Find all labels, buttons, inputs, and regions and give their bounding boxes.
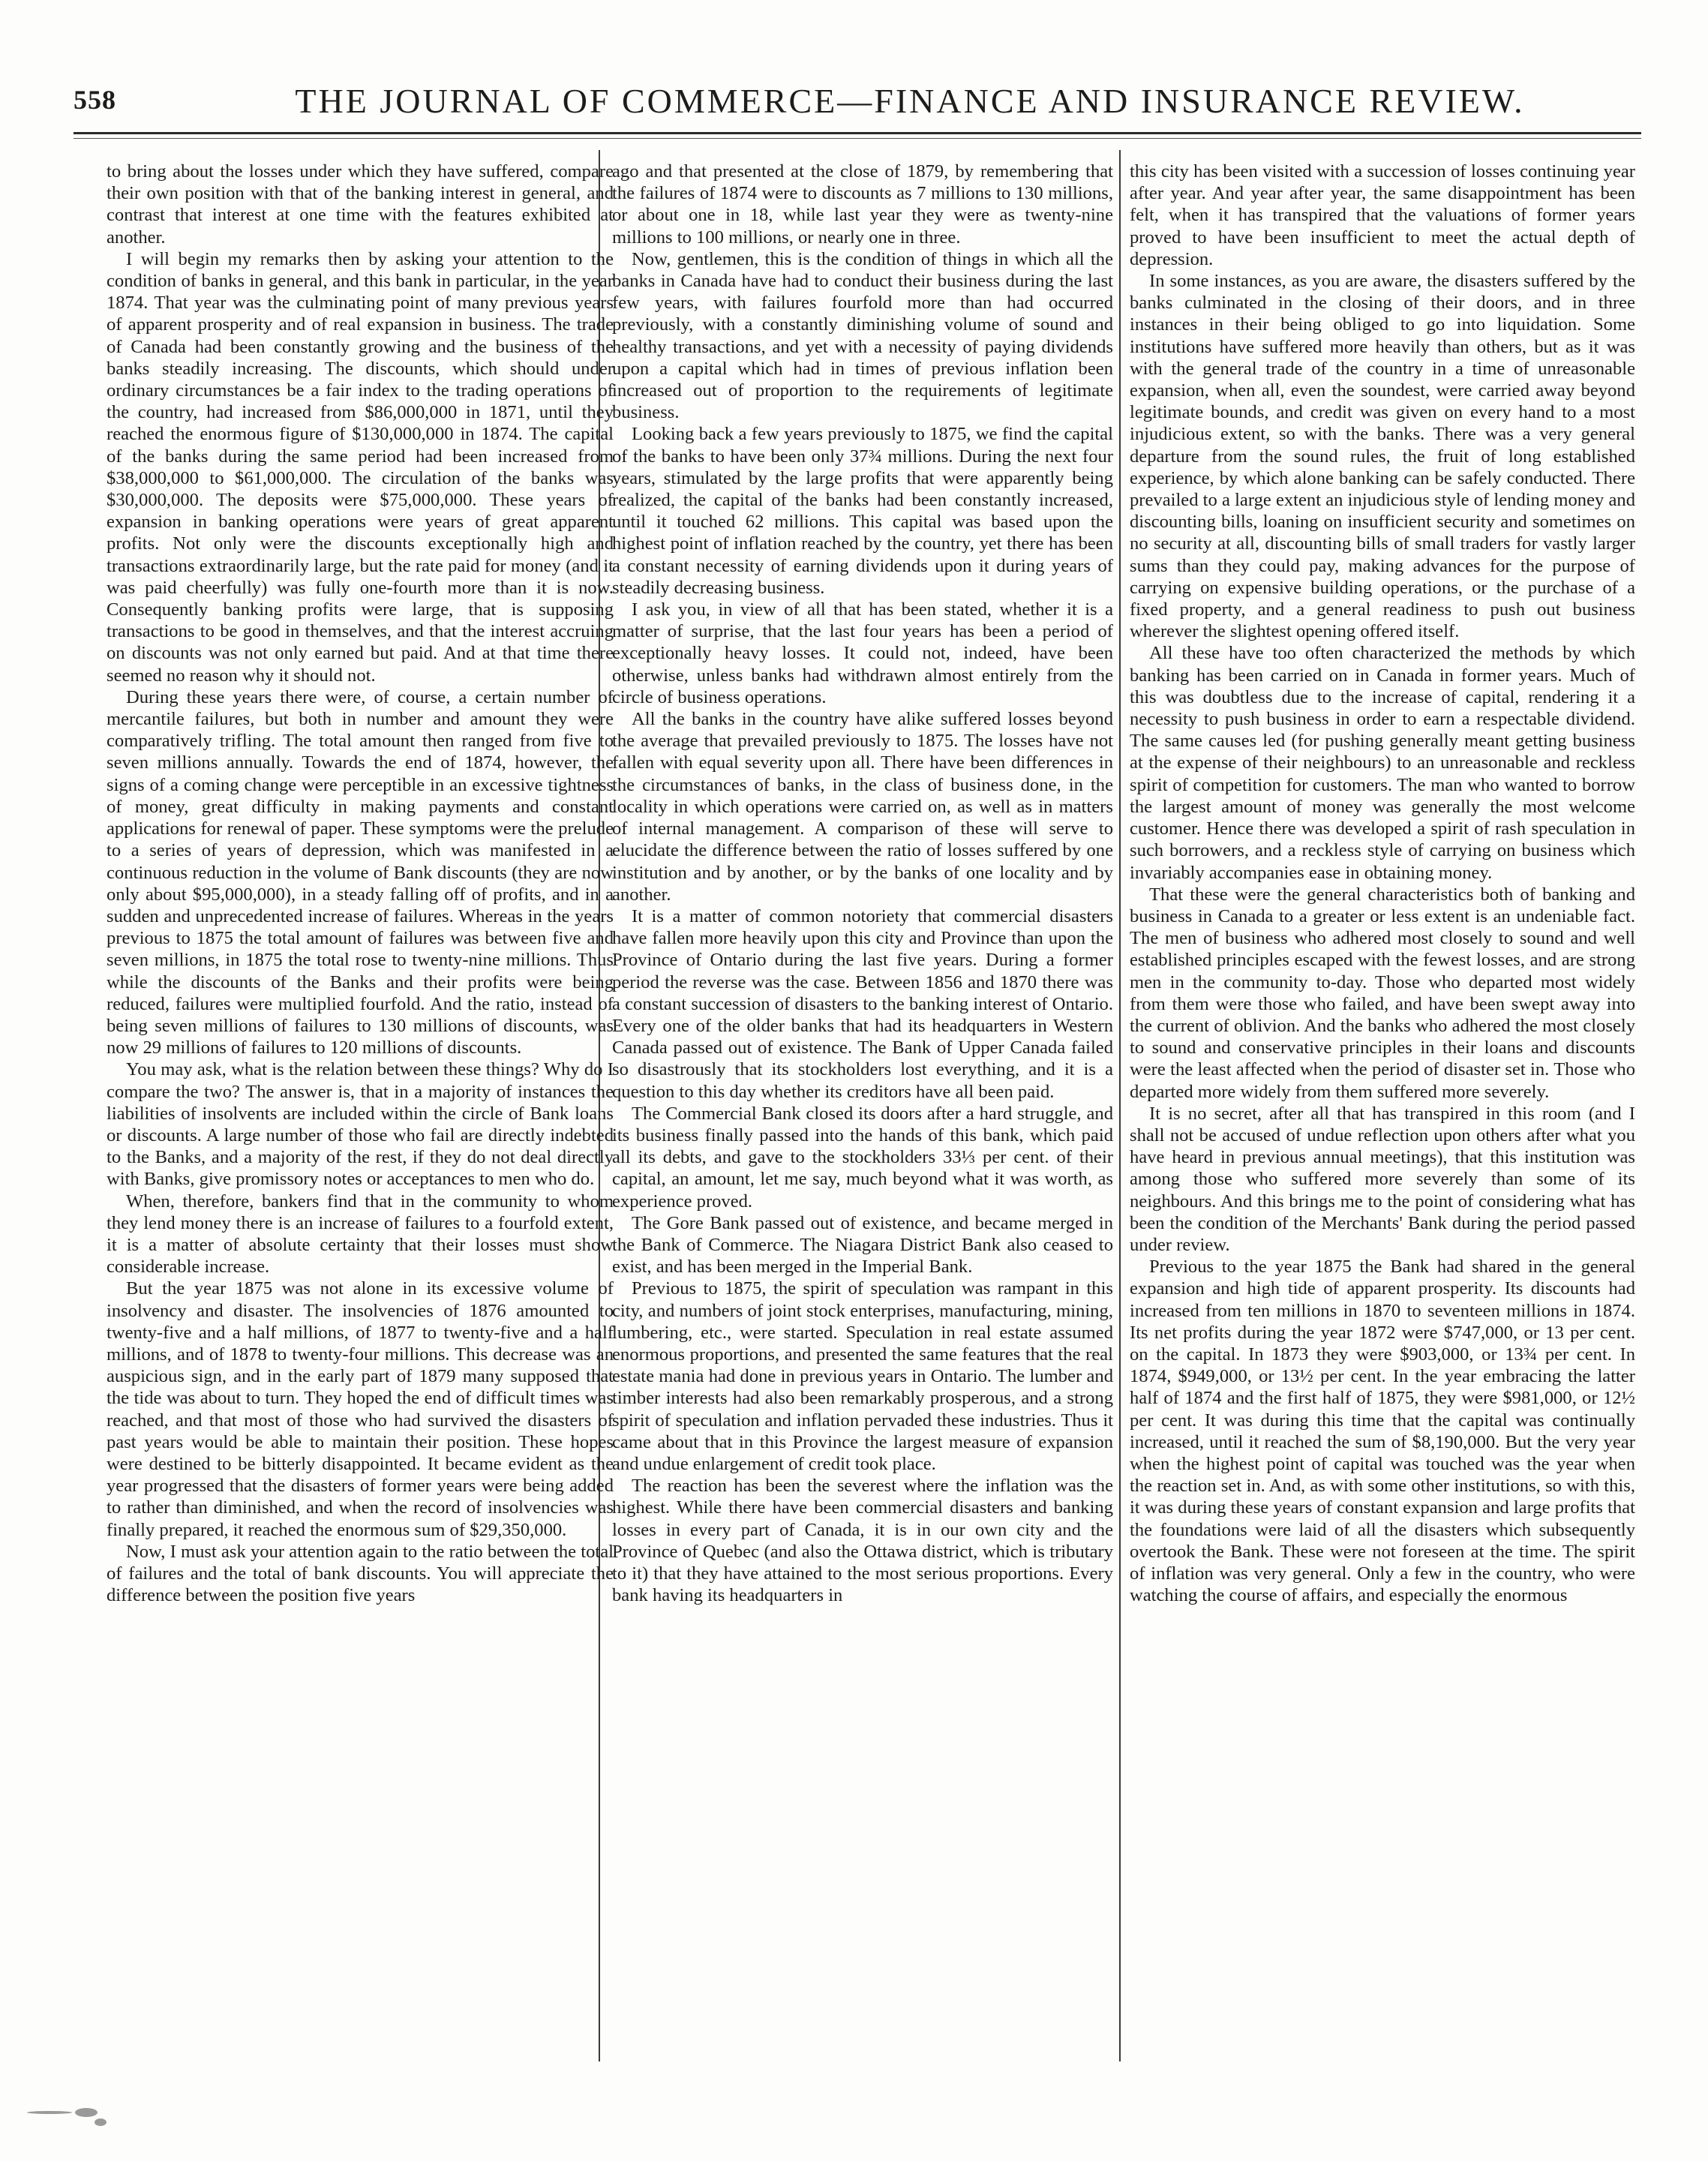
paragraph: I will begin my remarks then by asking your attention to the condition of banks in general, and this bank in particular, in the year 1874. That year was the culminating point of many previous years of apparent prosperity and of real expansion in business. The trade of Canada had been constantly growing and the business of the banks steadily increasing. The discounts, which should under ordinary circumstances be a fair index to the trading operations of the country, had increased from $86,000,000 in 1871, until they reached the enormous figure of $130,000,000 in 1874. The capital of the banks during the same period had been increased from $38,000,000 to $61,000,000. The circulation of the banks was $30,000,000. The deposits were $75,000,000. These years of expansion in banking operations were years of great apparent profits. Not only were the discounts exceptionally high and transactions extraordinarily large, but the rate paid for money (and it was paid cheerfully) was fully one-fourth more than it is now. Consequently banking profits were large, that is supposing transactions to be good in themselves, and that the interest accruing on discounts was not only earned but paid. And at that time there seemed no reason why it should not. <box>107 248 614 686</box>
paragraph: You may ask, what is the relation between these things? Why do I compare the two? The answer is, that in a majority of instances the liabilities of insolvents are included within the circle of Bank loans or discounts. A large number of those who fail are directly indebted to the Banks, and a majority of the rest, if they do not deal directly with Banks, give promissory notes or acceptances to men who do. <box>107 1059 614 1190</box>
paragraph: But the year 1875 was not alone in its excessive volume of insolvency and disaster. The insolvencies of 1876 amounted to twenty-five and a half millions, of 1877 to twenty-five and a half millions, and of 1878 to twenty-four millions. This decrease was an auspicious sign, and in the early part of 1879 many supposed that the tide was about to turn. They hoped the end of difficult times was reached, and that most of those who had survived the disasters of past years would be able to maintain their position. These hopes were destined to be bitterly disappointed. It became evident as the year progressed that the disasters of former years were being added to rather than diminished, and when the record of insolvencies was finally prepared, it reached the enormous sum of $29,350,000. <box>107 1278 614 1540</box>
paragraph: Looking back a few years previously to 1875, we find the capital of the banks to have been only 37¾ millions. During the next four years, stimulated by the large profits that were apparently being realized, the capital of the banks had been constantly increased, until it touched 62 millions. This capital was based upon the highest point of inflation reached by the country, yet there has been a constant necessity of earning dividends upon it during years of steadily decreasing business. <box>612 424 1113 598</box>
header-rule <box>74 132 1641 134</box>
column-divider <box>1119 150 1121 2061</box>
running-head: THE JOURNAL OF COMMERCE—FINANCE AND INSURANCE REVIEW. <box>295 82 1525 120</box>
paragraph: Now, I must ask your attention again to the ratio between the total of failures and the total of bank discounts. You will appreciate the difference between the position five years <box>107 1541 614 1606</box>
paragraph: The Commercial Bank closed its doors after a hard struggle, and its business finally passed into the hands of this bank, which paid all its debts, and gave to the stockholders 33⅓ per cent. of their capital, an amount, let me say, much beyond what it was worth, as experience proved. <box>612 1103 1113 1212</box>
paragraph: Previous to the year 1875 the Bank had shared in the general expansion and high tide of apparent prosperity. Its discounts had increased from ten millions in 1870 to seventeen millions in 1874. Its net profits during the year 1872 were $747,000, or 13 per cent. on the capital. In 1873 they were $903,000, or 13¾ per cent. In 1874, $949,000, or 13½ per cent. In the year embracing the latter half of 1874 and the first half of 1875, they were $981,000, or 12½ per cent. It was during this time that the capital was continually increased, until it reached the sum of $8,190,000. But the very year when the highest point of capital was touched was the year when the reaction set in. And, as with some other institutions, so with this, it was during these years of constant expansion and large profits that the foundations were laid of all the disasters which subsequently overtook the Bank. These were not foreseen at the time. The spirit of inflation was very general. Only a few in the country, who were watching the course of affairs, and especially the enormous <box>1130 1257 1635 1606</box>
paragraph: All the banks in the country have alike suffered losses beyond the average that prevailed previously to 1875. The losses have not fallen with equal severity upon all. There have been differences in the circumstances of banks, in the class of business done, in the locality in which operations were carried on, as well as in matters of internal management. A comparison of these will serve to elucidate the difference between the ratio of losses suffered by one institution and by another, or by the banks of one locality and by another. <box>612 709 1113 905</box>
paragraph: I ask you, in view of all that has been stated, whether it is a matter of surprise, that the last four years has been a period of exceptionally heavy losses. It could not, indeed, have been otherwise, unless banks had withdrawn almost entirely from the circle of business operations. <box>612 599 1113 707</box>
paragraph: When, therefore, bankers find that in the community to whom they lend money there is an increase of failures to a fourfold extent, it is a matter of absolute certainty that their losses must show considerable increase. <box>107 1191 614 1278</box>
paragraph: The Gore Bank passed out of existence, and became merged in the Bank of Commerce. The Niagara District Bank also ceased to exist, and has been merged in the Imperial Bank. <box>612 1212 1113 1278</box>
text-column-1 <box>107 161 614 2058</box>
paragraph: In some instances, as you are aware, the disasters suffered by the banks culminated in the closing of their doors, and in three instances in their being obliged to go into liquidation. Some institutions have suffered more heavily than others, but as it was with the general trade of the country in a time of unreasonable expansion, when all, even the soundest, were carried away beyond legitimate bounds, and credit was given on every hand to a most injudicious extent, so with the banks. There was a very general departure from the sound rules, the fruit of long established experience, by which alone banking can be safely conducted. There prevailed to a large extent an injudicious style of lending money and discounting bills, loaning on insufficient security and sometimes on no security at all, discounting bills of small traders for vastly larger sums than they could pay, making advances for the purpose of carrying on expensive building operations, or the purchase of a fixed property, and a general readiness to push out business wherever the slightest opening offered itself. <box>1130 271 1635 642</box>
paragraph: During these years there were, of course, a certain number of mercantile failures, but both in number and amount they were comparatively trifling. The total amount then ranged from five to seven millions annually. Towards the end of 1874, however, the signs of a coming change were perceptible in an excessive tightness of money, great difficulty in making payments and constant applications for renewal of paper. These symptoms were the prelude to a series of years of depression, which was manifested in a continuous reduction in the volume of Bank discounts (they are now only about $95,000,000), in a steady falling off of profits, and in a sudden and unprecedented increase of failures. Whereas in the years previous to 1875 the total amount of failures was between five and seven millions, in 1875 the total rose to twenty-nine millions. Thus while the discounts of the Banks and their profits were being reduced, failures were multiplied fourfold. And the ratio, instead of being seven millions of failures to 130 millions of discounts, was now 29 millions of failures to 120 millions of discounts. <box>107 686 614 1058</box>
text-column-3 <box>1130 161 1635 2058</box>
text-column-2 <box>612 161 1113 2058</box>
page-header <box>74 81 1641 123</box>
scan-speck <box>95 2118 107 2126</box>
scan-speck <box>27 2111 72 2114</box>
page-number: 558 <box>74 85 116 115</box>
paragraph: to bring about the losses under which they have suffered, compare their own position with that of the banking interest in general, and contrast that interest at one time with the features exhibited at another. <box>107 161 614 248</box>
paragraph: That these were the general characteristics both of banking and business in Canada to a greater or less extent is an undeniable fact. The men of business who adhered most closely to sound and well established principles escaped with the fewest losses, and are strong men in the community to-day. Those who departed most widely from them were those who failed, and have been swept away into the current of oblivion. And the banks who adhered the most closely to sound and conservative principles in their loans and discounts were the least affected when the period of disaster set in. Those who departed more widely from them suffered more severely. <box>1130 884 1635 1102</box>
paragraph: this city has been visited with a succession of losses continuing year after year. And year after year, the same disappointment has been felt, when it has transpired that the valuations of former years proved to have been insufficient to meet the actual depth of depression. <box>1130 161 1635 269</box>
paragraph: ago and that presented at the close of 1879, by remembering that the failures of 1874 were to discounts as 7 millions to 130 millions, or about one in 18, while last year they were as twenty-nine millions to 100 millions, or nearly one in three. <box>612 161 1113 248</box>
paragraph: Previous to 1875, the spirit of speculation was rampant in this city, and numbers of joint stock enterprises, manufacturing, mining, lumbering, etc., were started. Speculation in real estate assumed enormous proportions, and presented the same features that the real estate mania had done in previous years in Ontario. The lumber and timber interests had also been remarkably prosperous, and a strong spirit of speculation and inflation pervaded these industries. Thus it came about that in this Province the largest measure of expansion and undue enlargement of credit took place. <box>612 1278 1113 1474</box>
paragraph: The reaction has been the severest where the inflation was the highest. While there have been commercial disasters and banking losses in every part of Canada, it is in our own city and the Province of Quebec (and also the Ottawa district, which is tributary to it) that they have attained to the most serious proportions. Every bank having its headquarters in <box>612 1476 1113 1606</box>
header-rule-thin <box>74 138 1641 139</box>
paragraph: Now, gentlemen, this is the condition of things in which all the banks in Canada have had to conduct their business during the last few years, with failures fourfold more than had occurred previously, with a constantly diminishing volume of sound and healthy transactions, and yet with a necessity of paying dividends upon a capital which had in times of previous inflation been increased out of proportion to the requirements of legitimate business. <box>612 248 1113 423</box>
paragraph: All these have too often characterized the methods by which banking has been carried on in Canada in former years. Much of this was doubtless due to the increase of capital, rendering it a necessity to push business in order to earn a respectable dividend. The same causes led (for pushing generally meant getting business at the expense of their neighbours) to an unreasonable and reckless spirit of competition for customers. The man who wanted to borrow the largest amount of money was generally the most welcome customer. Hence there was developed a spirit of rash speculation in such borrowers, and a reckless style of carrying on business which invariably accompanies ease in obtaining money. <box>1130 643 1635 883</box>
scan-smudge <box>27 2100 110 2130</box>
scan-speck <box>75 2108 98 2117</box>
paragraph: It is a matter of common notoriety that commercial disasters have fallen more heavily upon this city and Province than upon the Province of Ontario during the last five years. During a former period the reverse was the case. Between 1856 and 1870 there was a constant succession of disasters to the banking interest of Ontario. Every one of the older banks that had its headquarters in Western Canada passed out of existence. The Bank of Upper Canada failed so disastrously that its stockholders lost everything, and it is a question to this day whether its creditors have all been paid. <box>612 905 1113 1102</box>
paragraph: It is no secret, after all that has transpired in this room (and I shall not be accused of undue reflection upon others after what you have heard in previous annual meetings), that this institution was among those who suffered more severely than some of its neighbours. And this brings me to the point of considering what has been the condition of the Merchants' Bank during the period passed under review. <box>1130 1103 1635 1255</box>
